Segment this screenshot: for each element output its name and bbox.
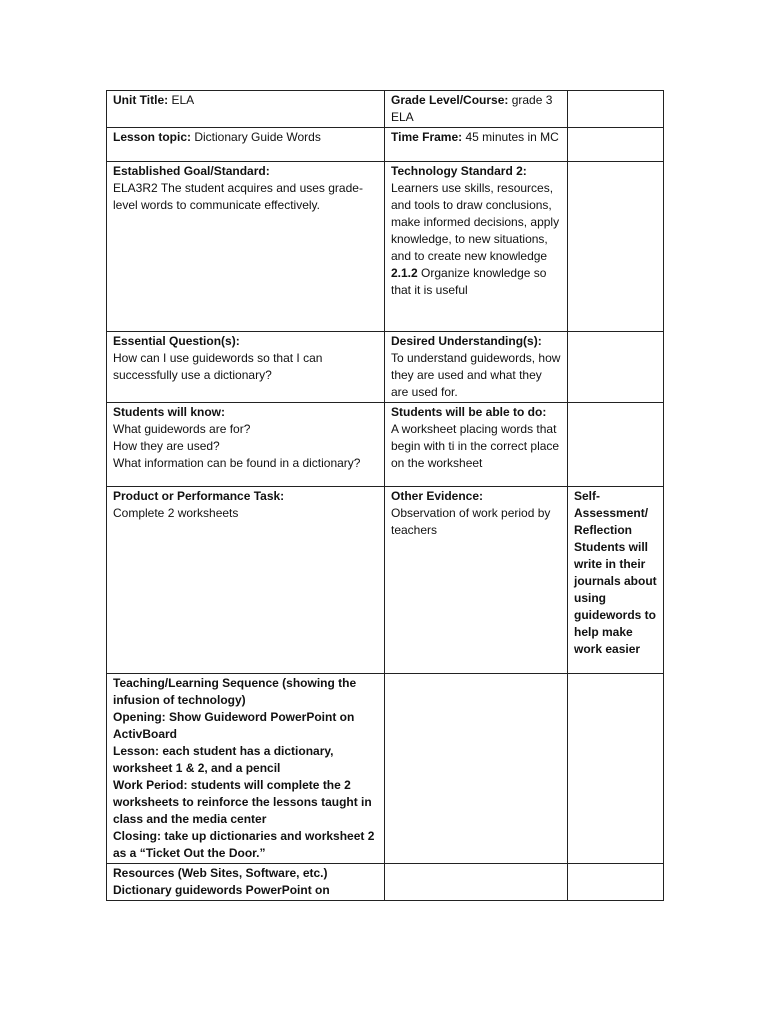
self-assessment-text: Students will write in their journals about using guidewords to help make work easier [574,540,657,656]
tech-standard-cell [385,162,568,332]
self-assessment-label: Self-Assessment/ Reflection [574,489,649,537]
table-row [107,674,664,864]
tech-standard-sub-text: Organize knowledge so that it is useful [391,266,547,297]
table-row [107,403,664,487]
table-row [107,128,664,162]
empty-cell [568,674,664,864]
table-row [107,162,664,332]
lesson-topic-value: Dictionary Guide Words [191,130,321,144]
lesson-topic-cell [107,128,385,162]
table-row [107,332,664,403]
other-evidence-label: Other Evidence: [391,489,484,503]
students-know-line: How they are used? [113,439,220,453]
time-frame-cell [385,128,568,162]
teaching-sequence-line: Work Period: students will complete the 2 worksheets to reinforce the lessons taught in class and the media center [113,778,372,826]
grade-level-label: Grade Level/Course: [391,93,509,107]
students-do-cell [385,403,568,487]
essential-questions-text: How can I use guidewords so that I can successfully use a dictionary? [113,351,323,382]
teaching-sequence-line: Opening: Show Guideword PowerPoint on ActivBoard [113,710,355,741]
goal-cell [107,162,385,332]
other-evidence-cell [385,487,568,674]
tech-standard-sub [391,265,561,299]
teaching-sequence-line: Closing: take up dictionaries and worksheet 2 as a “Ticket Out the Door.” [113,829,375,860]
teaching-sequence-line: Lesson: each student has a dictionary, worksheet 1 & 2, and a pencil [113,744,334,775]
essential-questions-cell [107,332,385,403]
empty-cell [568,91,664,128]
self-assessment-cell [568,487,664,674]
essential-questions-label: Essential Question(s): [113,334,240,348]
lesson-plan-table [106,90,664,901]
unit-title-cell [107,91,385,128]
product-task-text: Complete 2 worksheets [113,506,239,520]
time-frame-value: 45 minutes in MC [462,130,559,144]
empty-cell [385,674,568,864]
tech-standard-label: Technology Standard 2: [391,164,527,178]
desired-understanding-text: To understand guidewords, how they are used and what they are used for. [391,351,561,399]
students-do-text: A worksheet placing words that begin with ti in the correct place on the worksheet [391,422,560,470]
empty-cell [568,128,664,162]
desired-understanding-cell [385,332,568,403]
empty-cell [385,864,568,901]
goal-label: Established Goal/Standard: [113,164,270,178]
teaching-sequence-label: Teaching/Learning Sequence (showing the infusion of technology) [113,676,357,707]
resources-label: Resources (Web Sites, Software, etc.) [113,866,328,880]
empty-cell [568,864,664,901]
grade-level-cell [385,91,568,128]
empty-cell [568,332,664,403]
unit-title-label: Unit Title: [113,93,169,107]
students-know-cell [107,403,385,487]
desired-understanding-label: Desired Understanding(s): [391,334,542,348]
table-row [107,91,664,128]
goal-text: ELA3R2 The student acquires and uses grade-level words to communicate effectively. [113,181,363,212]
empty-cell [568,162,664,332]
time-frame-label: Time Frame: [391,130,463,144]
students-know-label: Students will know: [113,405,226,419]
students-do-label: Students will be able to do: [391,405,547,419]
tech-standard-text: Learners use skills, resources, and tools to draw conclusions, make informed decisions, apply knowledge, to new situations, and to create new knowledge [391,181,560,263]
table-row [107,487,664,674]
product-task-label: Product or Performance Task: [113,489,285,503]
resources-cell [107,864,385,901]
resources-text: Dictionary guidewords PowerPoint on [113,883,330,897]
other-evidence-text: Observation of work period by teachers [391,506,551,537]
teaching-sequence-cell [107,674,385,864]
product-task-cell [107,487,385,674]
unit-title-value: ELA [168,93,195,107]
table-row [107,864,664,901]
lesson-topic-label: Lesson topic: [113,130,192,144]
students-know-line: What information can be found in a dictionary? [113,456,361,470]
grade-level-value: grade 3 ELA [391,93,553,124]
tech-standard-sub-label: 2.1.2 [391,266,418,280]
students-know-line: What guidewords are for? [113,422,251,436]
empty-cell [568,403,664,487]
